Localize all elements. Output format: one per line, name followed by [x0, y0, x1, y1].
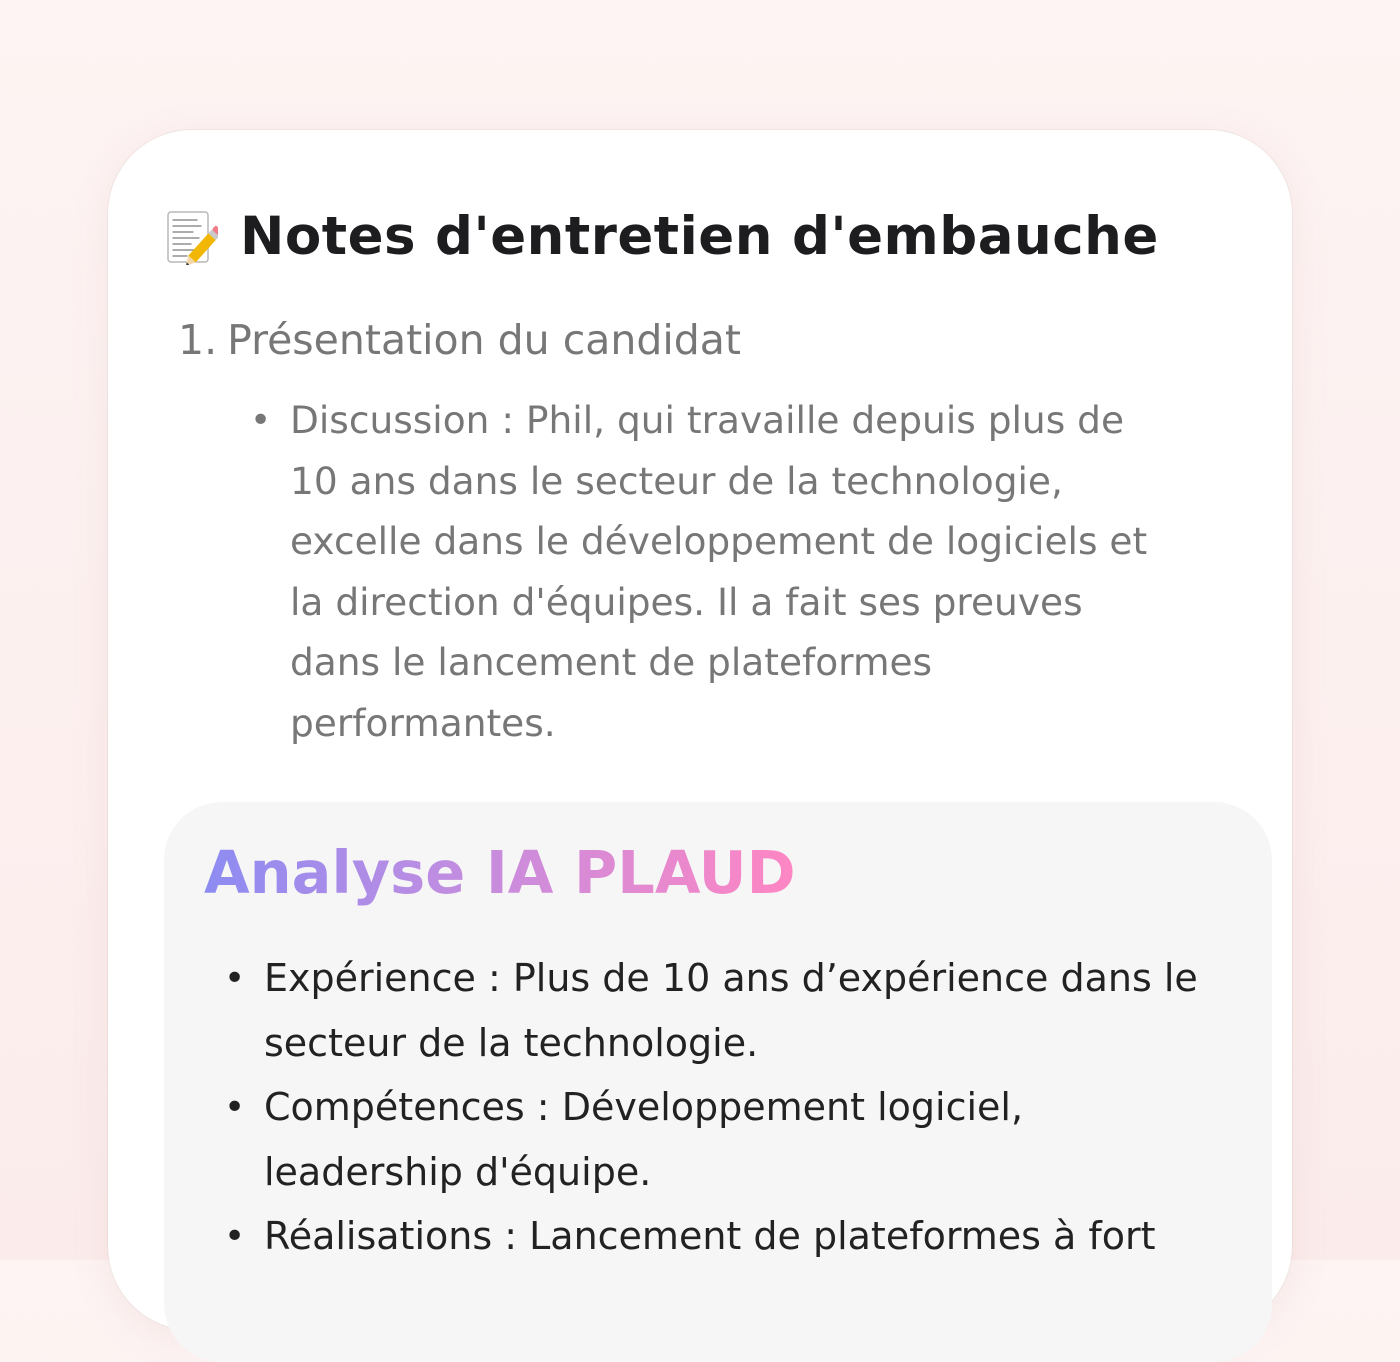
ai-item-skills: Compétences : Développement logiciel, leadership d'équipe.	[264, 1085, 1024, 1194]
list-item	[250, 390, 1170, 753]
ai-analysis-title: Analyse IA PLAUD	[204, 838, 796, 907]
ai-analysis-list	[224, 946, 1234, 1269]
bullet-icon: •	[224, 1216, 246, 1257]
list-item	[224, 1075, 1234, 1204]
list-item	[224, 946, 1234, 1075]
section-heading-text: Présentation du candidat	[227, 316, 741, 364]
page-title: Notes d'entretien d'embauche	[240, 206, 1159, 267]
bullet-icon: •	[224, 1087, 246, 1128]
note-header	[166, 206, 1159, 267]
memo-icon	[166, 209, 218, 265]
list-item	[224, 1204, 1234, 1269]
ai-item-achievements: Réalisations : Lancement de plateformes à fort	[264, 1214, 1156, 1258]
section-heading	[178, 316, 741, 364]
discussion-text: Discussion : Phil, qui travaille depuis plus de 10 ans dans le secteur de la technologie, excelle dans le développement de logiciels et la direction d'équipes. Il a fait ses preuves dans le lancement de plateformes performantes.	[290, 398, 1148, 745]
ai-item-experience: Expérience : Plus de 10 ans d’expérience dans le secteur de la technologie.	[264, 956, 1198, 1065]
ai-analysis-panel	[164, 802, 1272, 1362]
bullet-icon: •	[224, 958, 246, 999]
note-card	[108, 130, 1292, 1330]
bullet-icon: •	[250, 400, 272, 441]
section-number: 1.	[178, 316, 218, 364]
